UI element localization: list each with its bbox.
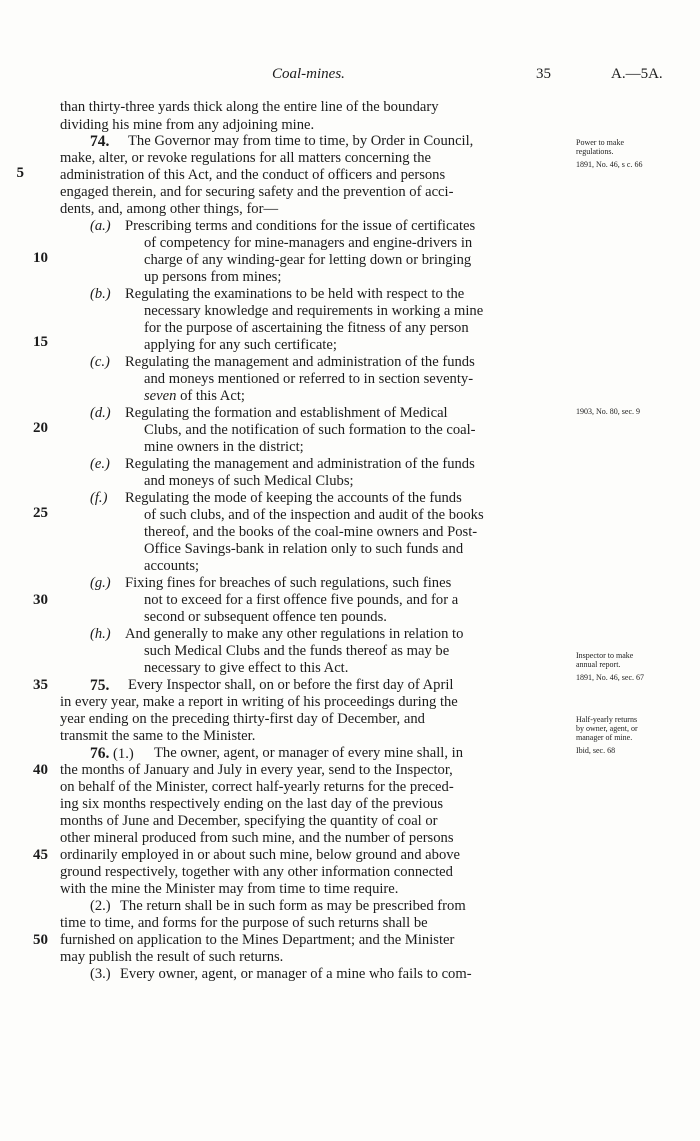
line-number: 35 bbox=[33, 677, 48, 693]
line-number: 45 bbox=[33, 847, 48, 863]
side-note-reference: Ibid, sec. 68 bbox=[576, 746, 616, 755]
text-line: may publish the result of such returns. bbox=[60, 949, 284, 965]
text-line: Clubs, and the notification of such formation to the coal- bbox=[144, 422, 476, 438]
text-line: Prescribing terms and conditions for the issue of certificates bbox=[125, 218, 476, 234]
header-page-number: 35 bbox=[536, 66, 551, 82]
paragraph-marker: (e.) bbox=[90, 456, 110, 472]
text-line: administration of this Act, and the conduct of officers and persons bbox=[60, 167, 446, 183]
section-74-number: 74. bbox=[90, 133, 110, 150]
text-line: thereof, and the books of the coal-mine owners and Post- bbox=[144, 524, 478, 540]
text-line: in every year, make a report in writing of his proceedings during the bbox=[60, 694, 458, 710]
side-note-reference: 1903, No. 80, sec. 9 bbox=[576, 407, 640, 416]
paragraph-marker: (f.) bbox=[90, 490, 108, 506]
text-line: necessary to give effect to this Act. bbox=[144, 660, 349, 676]
paragraph-marker: (d.) bbox=[90, 405, 111, 421]
text-line: Every owner, agent, or manager of a mine who fails to com- bbox=[120, 966, 472, 982]
text-line: such Medical Clubs and the funds thereof as may be bbox=[144, 643, 450, 659]
text-line: Regulating the examinations to be held with respect to the bbox=[125, 286, 465, 302]
paragraph-marker: (h.) bbox=[90, 626, 111, 642]
paragraph-marker: (b.) bbox=[90, 286, 111, 302]
text-line: Regulating the management and administration of the funds bbox=[125, 456, 475, 472]
section-75-number: 75. bbox=[90, 677, 110, 694]
side-note-title: regulations. bbox=[576, 147, 614, 156]
text-fragment: of this Act; bbox=[180, 388, 245, 404]
subsection-marker: (3.) bbox=[90, 966, 111, 982]
text-line: applying for any such certificate; bbox=[144, 337, 337, 353]
text-line: The owner, agent, or manager of every mine shall, in bbox=[154, 745, 464, 761]
paragraph-marker: (g.) bbox=[90, 575, 111, 591]
subsection-marker: (2.) bbox=[90, 898, 111, 914]
header-title: Coal-mines. bbox=[272, 66, 345, 82]
side-note-title: Power to make bbox=[576, 138, 624, 147]
text-line: the months of January and July in every year, send to the Inspector, bbox=[60, 762, 453, 778]
section-76-number: 76. bbox=[90, 745, 110, 762]
text-line: transmit the same to the Minister. bbox=[60, 728, 256, 744]
section-number bbox=[90, 134, 109, 150]
paragraph-marker: (a.) bbox=[90, 218, 111, 234]
text-line: The Governor may from time to time, by Order in Council, bbox=[128, 133, 474, 149]
text-line: Regulating the mode of keeping the accounts of the funds bbox=[125, 490, 462, 506]
line-number: 40 bbox=[33, 762, 48, 778]
side-note-title: annual report. bbox=[576, 660, 621, 669]
side-note-returns bbox=[576, 715, 638, 755]
text-line: on behalf of the Minister, correct half-yearly returns for the preced- bbox=[60, 779, 454, 795]
text-line: make, alter, or revoke regulations for all matters concerning the bbox=[60, 150, 432, 166]
text-line: year ending on the preceding thirty-first day of December, and bbox=[60, 711, 425, 727]
text-line: furnished on application to the Mines Department; and the Minister bbox=[60, 932, 455, 948]
text-line: up persons from mines; bbox=[144, 269, 282, 285]
text-line: And generally to make any other regulations in relation to bbox=[125, 626, 464, 642]
text-line: and moneys of such Medical Clubs; bbox=[144, 473, 354, 489]
side-note-title: Inspector to make bbox=[576, 651, 634, 660]
side-note-inspector bbox=[576, 651, 644, 682]
text-line: ground respectively, together with any other information connected bbox=[60, 864, 453, 880]
text-line: and moneys mentioned or referred to in section seventy- bbox=[144, 371, 474, 387]
text-line: not to exceed for a first offence five pounds, and for a bbox=[144, 592, 459, 608]
line-number: 10 bbox=[33, 250, 48, 266]
text-line: of competency for mine-managers and engine-drivers in bbox=[144, 235, 473, 251]
section-number bbox=[90, 746, 134, 762]
side-note-title: by owner, agent, or bbox=[576, 724, 638, 733]
word-seven: seven bbox=[144, 388, 177, 404]
subsection-marker: (1.) bbox=[113, 746, 134, 762]
side-note-reference: 1891, No. 46, s c. 66 bbox=[576, 160, 643, 169]
text-line: than thirty-three yards thick along the entire line of the boundary bbox=[60, 99, 439, 115]
line-number: 20 bbox=[33, 420, 48, 436]
text-line: Regulating the formation and establishment of Medical bbox=[125, 405, 448, 421]
line-number: 50 bbox=[33, 932, 48, 948]
text-line: with the mine the Minister may from time to time require. bbox=[60, 881, 399, 897]
text-line: of such clubs, and of the inspection and audit of the books bbox=[144, 507, 484, 523]
text-line: months of June and December, specifying the quantity of coal or bbox=[60, 813, 438, 829]
text-line: Fixing fines for breaches of such regulations, such fines bbox=[125, 575, 452, 591]
text-line: mine owners in the district; bbox=[144, 439, 304, 455]
text-line: ordinarily employed in or about such mine, below ground and above bbox=[60, 847, 461, 863]
text-line: Every Inspector shall, on or before the first day of April bbox=[128, 677, 454, 693]
side-note-title: Half-yearly returns bbox=[576, 715, 638, 724]
text-line: other mineral produced from such mine, and the number of persons bbox=[60, 830, 454, 846]
line-number: 15 bbox=[33, 334, 48, 350]
text-line: accounts; bbox=[144, 558, 200, 574]
text-line: second or subsequent offence ten pounds. bbox=[144, 609, 387, 625]
side-note-reference: 1891, No. 46, sec. 67 bbox=[576, 673, 644, 682]
paragraph-marker: (c.) bbox=[90, 354, 110, 370]
text-line: dents, and, among other things, for— bbox=[60, 201, 279, 217]
text-line: ing six months respectively ending on the last day of the previous bbox=[60, 796, 444, 812]
side-note-power bbox=[576, 138, 642, 169]
text-line: time to time, and forms for the purpose of such returns shall be bbox=[60, 915, 428, 931]
line-number: 25 bbox=[33, 505, 48, 521]
text-line: dividing his mine from any adjoining mine. bbox=[60, 117, 315, 133]
section-number bbox=[90, 678, 109, 694]
text-line: Regulating the management and administration of the funds bbox=[125, 354, 475, 370]
text-line: charge of any winding-gear for letting down or bringing bbox=[144, 252, 472, 268]
line-number: 30 bbox=[33, 592, 48, 608]
text-line: The return shall be in such form as may be prescribed from bbox=[120, 898, 466, 914]
text-line: Office Savings-bank in relation only to such funds and bbox=[144, 541, 464, 557]
text-line bbox=[144, 389, 245, 404]
side-note-title: manager of mine. bbox=[576, 733, 633, 742]
header-reference: A.—5A. bbox=[611, 66, 663, 82]
line-number: 5 bbox=[16, 165, 24, 181]
text-line: necessary knowledge and requirements in working a mine bbox=[144, 303, 484, 319]
text-line: for the purpose of ascertaining the fitness of any person bbox=[144, 320, 469, 336]
text-line: engaged therein, and for securing safety and the prevention of acci- bbox=[60, 184, 454, 200]
